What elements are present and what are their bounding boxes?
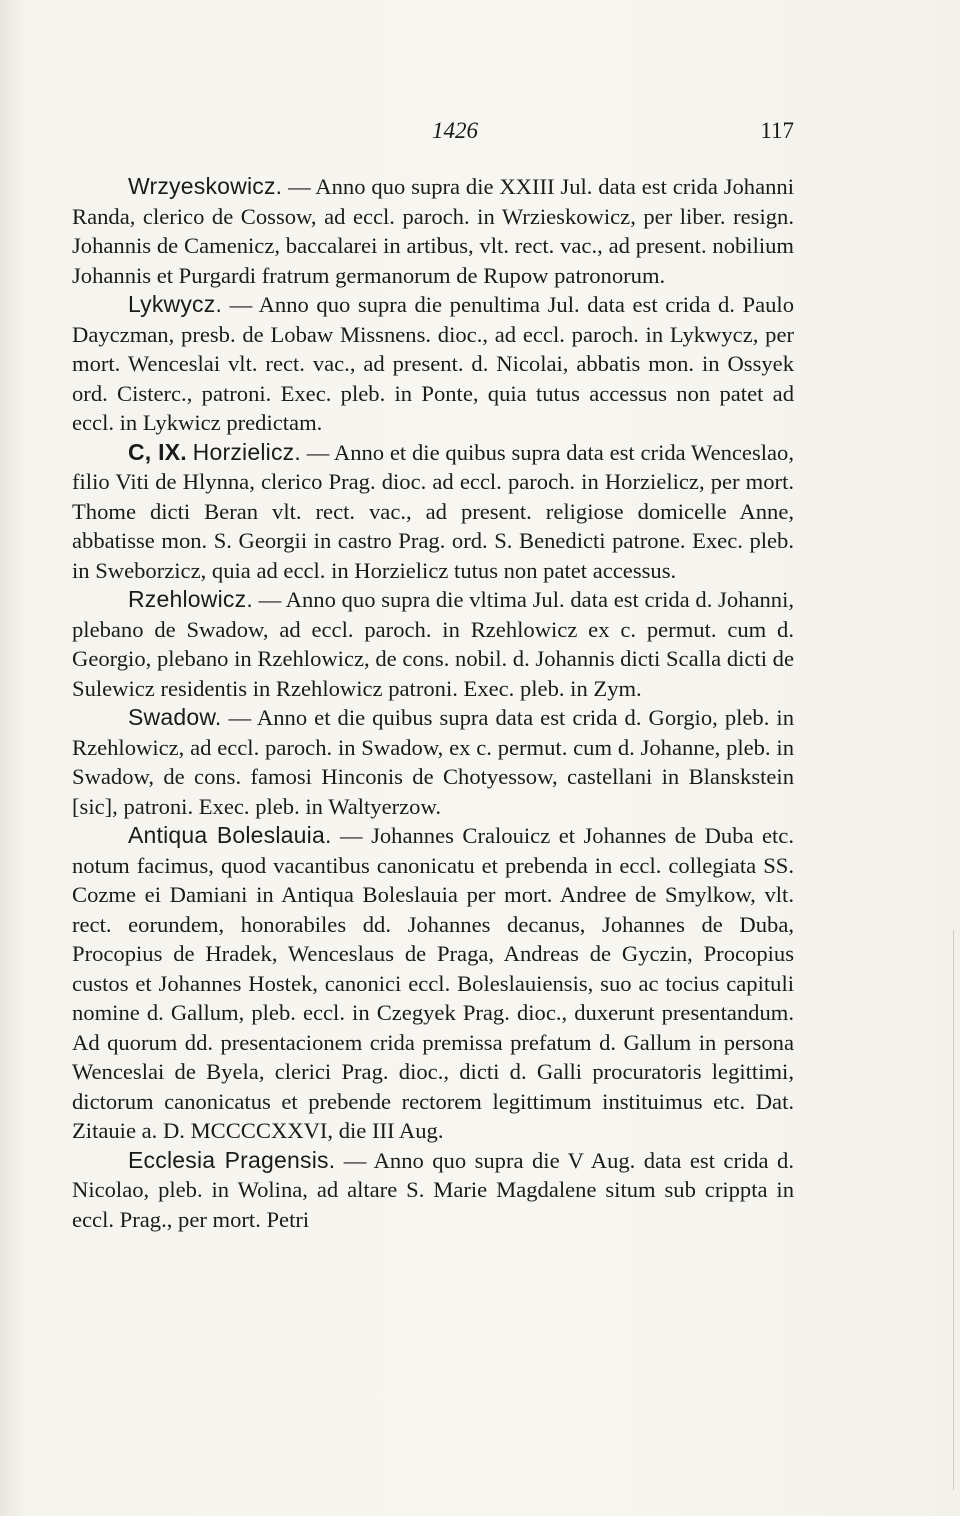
entry-swadow	[72, 703, 794, 821]
header-year: 1426	[432, 118, 478, 143]
main-text	[72, 172, 794, 1234]
entry-ecclesia-pragensis	[72, 1146, 794, 1235]
entry-body: — Anno quo supra die vltima Jul. data est crida d. Johanni, plebano de Swadow, ad eccl. paroch. in Rzehlowicz ex c. permut. cum d. Georgio, plebano in Rzehlowicz, de cons. nobil. d. Johannis dicti Scalla dicti de Sulewicz residentis in Rzehlowicz patroni. Exec. pleb. in Zym.	[72, 587, 794, 701]
entry-horzielicz	[72, 438, 794, 586]
entry-body: — Anno quo supra die penultima Jul. data est crida d. Paulo Dayczman, presb. de Lobaw Missnens. dioc., ad eccl. paroch. in Lykwycz, per mort. Wenceslai vlt. rect. vac., ad present. d. Nicolai, abbatis mon. in Ossyek ord. Cisterc., patroni. Exec. pleb. in Ponte, quia tutus accessus non patet ad eccl. in Lykwicz predictam.	[72, 292, 794, 435]
entry-wrzyeskowicz	[72, 172, 794, 290]
entry-body: — Johannes Cralouicz et Johannes de Duba etc. notum facimus, quod vacantibus canonicatu et prebenda in eccl. collegiata SS. Cozme ei Damiani in Antiqua Boleslauia per mort. Andree de Smylkow, vlt. rect. eorundem, honorabiles dd. Johannes decanus, Johannes de Duba, Procopius de Hradek, Wenceslaus de Praga, Andreas de Gyczin, Procopius custos et Johannes Hostek, canonici eccl. Boleslauiensis, suo ac tocius capituli nomine d. Gallum, pleb. eccl. in Czegyek Prag. dioc., duxerunt presentandum. Ad quorum dd. presentacionem crida premissa prefatum d. Gallum in persona Wenceslai de Byela, clerici Prag. dioc., dicti d. Galli procuratoris legittimi, dictorum canonicatus et prebende rectorem legittimum instituimus etc. Dat. Zitauie a. D. MCCCCXXVI, die III Aug.	[72, 823, 794, 1143]
entry-heading: Antiqua Boleslauia.	[128, 822, 332, 848]
page-number: 117	[760, 118, 794, 143]
entry-heading: Lykwycz.	[128, 291, 223, 317]
entry-heading: Wrzyeskowicz.	[128, 173, 283, 199]
entry-heading: Ecclesia Pragensis.	[128, 1146, 336, 1173]
entry-antiqua-boleslauia	[72, 821, 794, 1146]
entry-heading: Swadow.	[128, 704, 222, 730]
entry-lykwycz	[72, 290, 794, 438]
entry-heading: Horzielicz.	[192, 438, 301, 465]
entry-rzehlowicz	[72, 585, 794, 703]
entry-body: — Anno et die quibus supra data est crida d. Gorgio, pleb. in Rzehlowicz, ad eccl. paroch. in Swadow, ex c. permut. cum d. Johanne, pleb. in Swadow, de cons. famosi Hinconis de Chotyessow, castellani in Blanskstein [sic], patroni. Exec. pleb. in Waltyerzow.	[72, 705, 794, 819]
page-edge-line	[953, 930, 954, 1490]
entry-body: — Anno quo supra die V Aug. data est crida d. Nicolao, pleb. in Wolina, ad altare S. Marie Magdalene situm sub crippta in eccl. Prag., per mort. Petri	[72, 1147, 794, 1232]
entry-body: — Anno et die quibus supra data est crida Wenceslao, filio Viti de Hlynna, clerico Prag. dioc. ad eccl. paroch. in Horzielicz, per mort. Thome dicti Beran vlt. rect. vac., ad present. religiose domicelle Anne, abbatisse mon. S. Georgii in castro Prag. ord. S. Benedicti patrone. Exec. pleb. in Sweborzicz, quia ad eccl. in Horzielicz tutus non patet accessus.	[72, 439, 794, 583]
entry-body: — Anno quo supra die XXIII Jul. data est crida Johanni Randa, clerico de Cossow, ad eccl. paroch. in Wrzieskowicz, per liber. resign. Johannis de Camenicz, baccalarei in artibus, vlt. rect. vac., ad present. nobilium Johannis et Purgardi fratrum germanorum de Rupow patronorum.	[72, 174, 794, 288]
entry-prefix: C, IX.	[128, 438, 187, 465]
entry-heading: Rzehlowicz.	[128, 586, 253, 612]
running-header	[72, 118, 794, 158]
